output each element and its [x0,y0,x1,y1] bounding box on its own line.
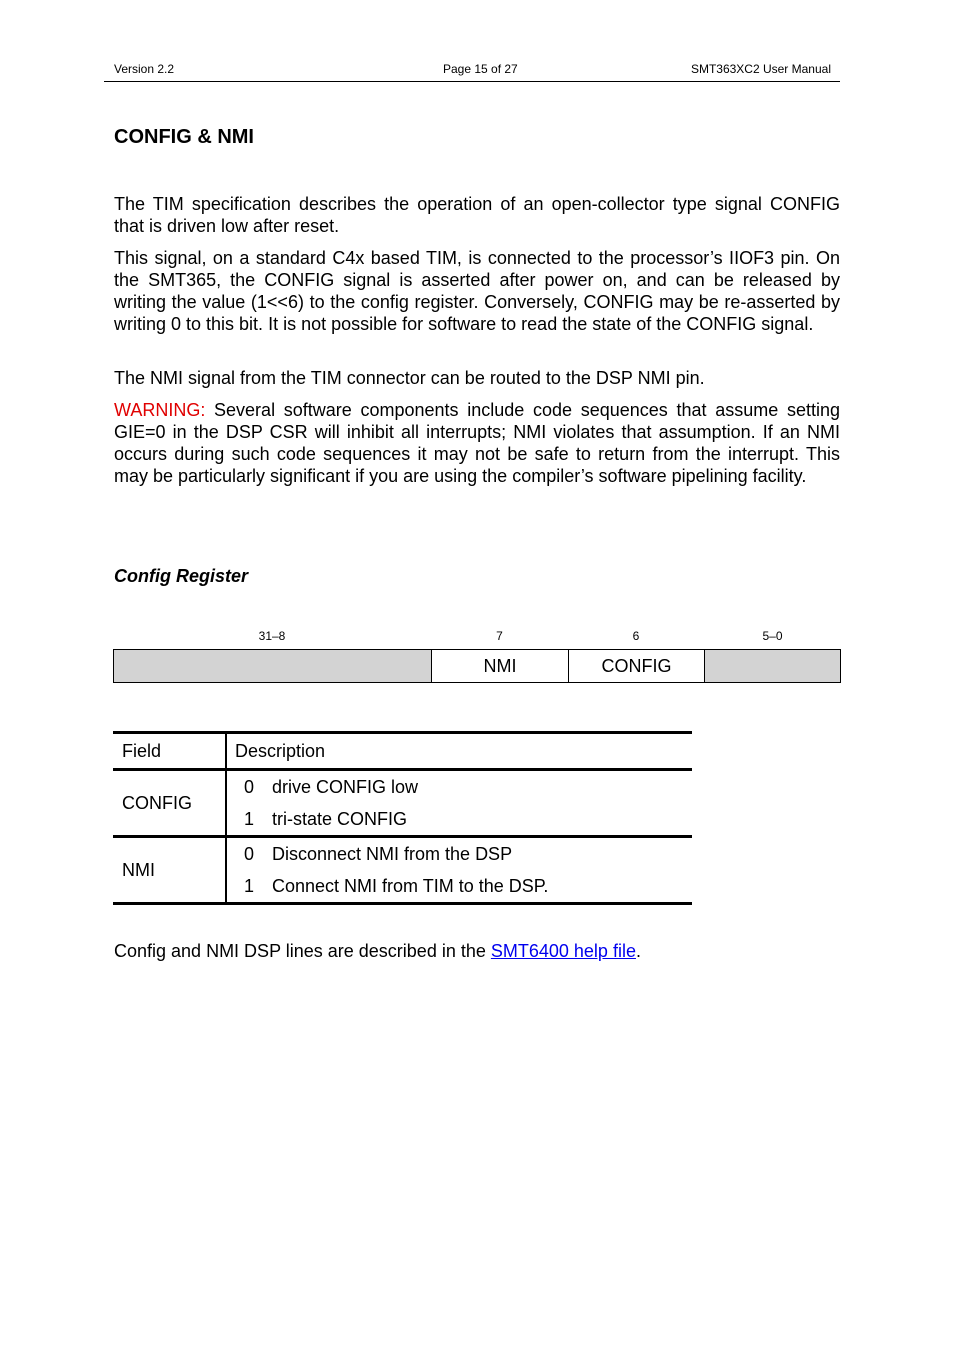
footer-note [114,940,840,962]
register-reserved-low [705,650,840,682]
config-value-0: 0 [244,776,255,797]
header-field: Field [113,733,226,770]
field-name-config: CONFIG [113,770,226,837]
bit-label-7: 7 [496,629,503,643]
register-reserved-high [114,650,432,682]
bit-label-5-0: 5–0 [762,629,783,643]
field-name-nmi: NMI [113,837,226,904]
nmi-value-1: 1 [226,870,272,904]
version-label: Version 2.2 [114,62,175,76]
nmi-value-0: 0 [244,843,255,864]
paragraph-warning [114,399,840,487]
paragraph-config-intro: The TIM specification describes the operation of an open-collector type signal CONFIG that is driven low after reset. [114,194,840,236]
section-title: CONFIG & NMI [114,126,254,148]
table-header-row [113,733,692,770]
warning-label: WARNING: [114,400,206,420]
header-description: Description [226,733,692,770]
footer-note-suffix: . [635,941,641,961]
manual-title: SMT363XC2 User Manual [690,62,831,76]
footer-note-prefix: Config and NMI DSP lines are described in the [114,941,491,961]
page-header [104,61,840,82]
config-register-diagram [113,649,841,683]
nmi-desc-1: Connect NMI from TIM to the DSP. [272,870,692,904]
page-number: Page 15 of 27 [443,62,518,76]
register-config-bit: CONFIG [569,650,705,682]
nmi-desc-0: Disconnect NMI from the DSP [272,843,513,864]
paragraph-config-details: This signal, on a standard C4x based TIM, is connected to the processor’s IIOF3 pin. On the SMT365, the CONFIG signal is asserted after power on, and can be released by writing the value (1<<6) to the config register. Conversely, CONFIG may be re-asserted by writing 0 to this bit. It is not possible for software to read the state of the CONFIG signal. [114,248,840,334]
config-desc-1: tri-state CONFIG [272,803,692,837]
register-nmi-bit: NMI [432,650,569,682]
warning-text: Several software components include code sequences that assume setting GIE=0 in the DSP CSR will inhibit all interrupts; NMI violates that assumption. If an NMI occurs during such code sequences it may not be safe to return from the interrupt. This may be particularly significant if you are using the compiler’s software pipelining facility. [114,400,840,486]
paragraph-nmi-routing: The NMI signal from the TIM connector can be routed to the DSP NMI pin. [114,368,705,388]
config-desc-0: drive CONFIG low [272,776,419,797]
bit-label-6: 6 [632,629,640,643]
register-title: Config Register [114,566,249,586]
config-value-1: 1 [226,803,272,837]
smt6400-help-link[interactable]: SMT6400 help file [490,941,636,961]
table-row [113,770,692,804]
table-row [113,837,692,871]
field-description-table [113,731,692,905]
bit-label-31-8: 31–8 [258,629,286,643]
